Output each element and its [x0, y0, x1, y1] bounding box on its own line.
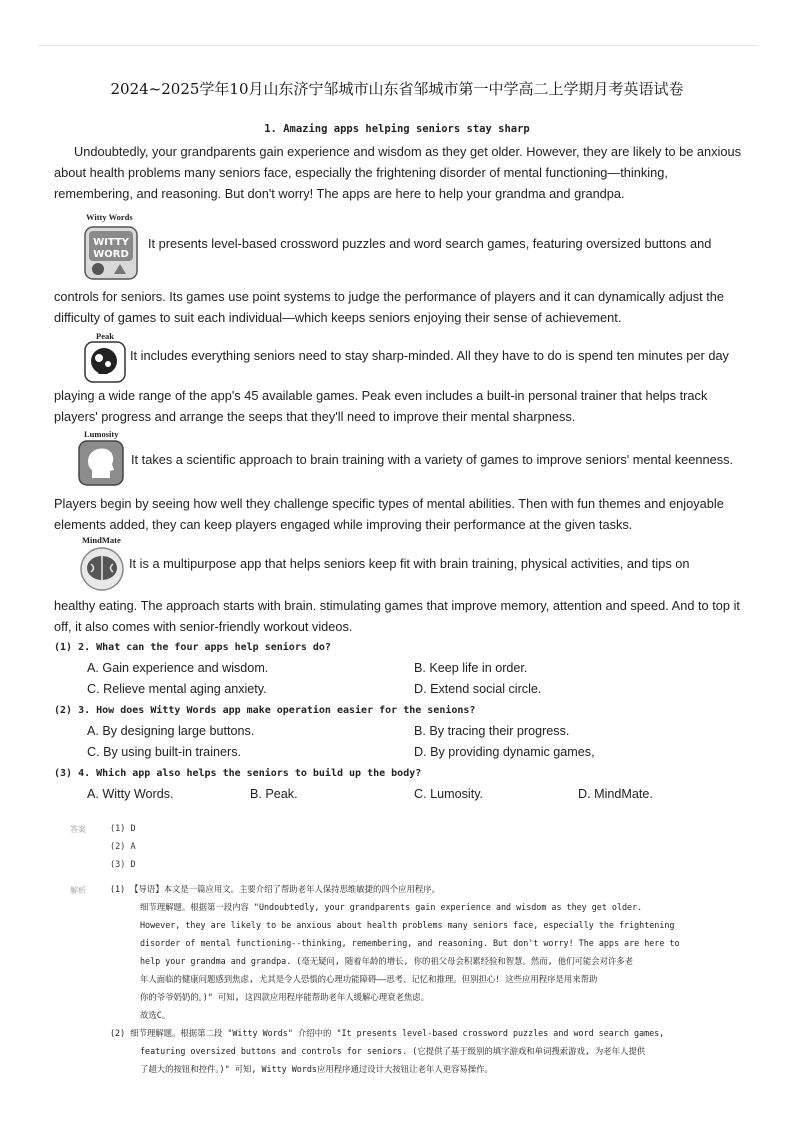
analysis-1-line: 故选C。 — [140, 1010, 171, 1020]
answer-2: (2) A — [110, 842, 136, 852]
app-label-witty-words: Witty Words — [86, 212, 133, 222]
question-3-stem: (3) 4. Which app also helps the seniors to build up the body? — [54, 768, 422, 779]
question-1-option-c[interactable]: C. Relieve mental aging anxiety. — [87, 682, 267, 696]
analysis-label: 解析 — [70, 886, 86, 895]
question-1-option-a[interactable]: A. Gain experience and wisdom. — [87, 661, 269, 675]
mindmate-brain-icon — [79, 546, 125, 596]
question-1-option-d[interactable]: D. Extend social circle. — [414, 682, 542, 696]
analysis-1-line: 年人面临的健康问题感到焦虑, 尤其是令人恐惧的心理功能障碍——思考、记忆和推理。但别担心! 这些应用程序是用来帮助 — [140, 974, 598, 984]
app-peak-desc: playing a wide range of the app's 45 available games. Peak even includes a built-in personal trainer that helps track players' progress and arrange the seeps that they'll need to improve their mental sharpness. — [54, 388, 708, 424]
analysis-2-head: (2) 细节理解题。根据第二段 "Witty Words" 介绍中的 "It presents level-based crossword puzzles and word search games, — [110, 1028, 665, 1038]
answer-1: (1) D — [110, 824, 136, 834]
question-title: 1. Amazing apps helping seniors stay sharp — [264, 123, 530, 135]
question-2-option-b[interactable]: B. By tracing their progress. — [414, 724, 570, 738]
app-mindmate-desc: healthy eating. The approach starts with brain. stimulating games that improve memory, attention and speed. And to top it off, it also comes with senior-friendly workout videos. — [54, 598, 740, 634]
analysis-1-line: 你的爷爷奶奶的。)" 可知, 这四款应用程序能帮助老年人缓解心理衰老焦虑。 — [140, 992, 430, 1002]
question-1-option-b[interactable]: B. Keep life in order. — [414, 661, 528, 675]
svg-text:WITTY: WITTY — [93, 237, 129, 248]
app-witty-words-line1: It presents level-based crossword puzzles and word search games, featuring oversized buttons and — [148, 236, 712, 251]
analysis-2-line: 了超大的按钮和控件。)" 可知, Witty Words应用程序通过设计大按钮让老年人更容易操作。 — [140, 1064, 493, 1074]
analysis-1-line: 细节理解题。根据第一段内容 "Undoubtedly, your grandparents gain experience and wisdom as they get older. — [140, 902, 643, 912]
app-label-mindmate: MindMate — [82, 535, 121, 545]
app-witty-words-desc: controls for seniors. Its games use point systems to judge the performance of players and it can dynamically adjust the difficulty of games to suit each individual—which keeps seniors enjoying their sense of achievement. — [54, 289, 725, 325]
app-lumosity-line1: It takes a scientific approach to brain training with a variety of games to improve seniors' mental keenness. — [131, 452, 734, 467]
question-1-stem: (1) 2. What can the four apps help seniors do? — [54, 642, 331, 653]
question-2-option-c[interactable]: C. By using built-in trainers. — [87, 745, 241, 759]
question-3-option-d[interactable]: D. MindMate. — [578, 787, 653, 801]
question-2-option-a[interactable]: A. By designing large buttons. — [87, 724, 255, 738]
header-rule — [38, 45, 758, 46]
lumosity-head-icon — [78, 440, 124, 490]
app-peak-line1: It includes everything seniors need to stay sharp-minded. All they have to do is spend ten minutes per day — [130, 348, 729, 363]
peak-brain-icon — [84, 341, 126, 387]
exam-title: 2024~2025学年10月山东济宁邹城市山东省邹城市第一中学高二上学期月考英语试卷 — [110, 80, 684, 98]
analysis-2-line: featuring oversized buttons and controls for seniors. (它提供了基于级别的填字游戏和单词搜索游戏, 为老年人提供 — [140, 1046, 646, 1056]
analysis-1-line: However, they are likely to be anxious about health problems many seniors face, especially the frightening — [140, 920, 675, 930]
analysis-1-line: disorder of mental functioning--thinking, remembering, and reasoning. But don't worry! The apps are here to — [140, 938, 680, 948]
question-3-option-c[interactable]: C. Lumosity. — [414, 787, 484, 801]
analysis-1-head: (1) 【导语】本文是一篇应用文。主要介绍了帮助老年人保持思维敏捷的四个应用程序。 — [110, 884, 441, 894]
question-2-option-d[interactable]: D. By providing dynamic games, — [414, 745, 595, 759]
answers-label: 答案 — [70, 825, 86, 834]
svg-text:WORD: WORD — [93, 249, 129, 260]
question-3-option-a[interactable]: A. Witty Words. — [87, 787, 174, 801]
app-mindmate-line1: It is a multipurpose app that helps seniors keep fit with brain training, physical activities, and tips on — [129, 556, 690, 571]
analysis-1-line: help your grandma and grandpa. (毫无疑问, 随着年龄的增长, 你的祖父母会积累经验和智慧。然而, 他们可能会对许多老 — [140, 956, 634, 966]
question-3-option-b[interactable]: B. Peak. — [250, 787, 298, 801]
answer-3: (3) D — [110, 860, 136, 870]
intro-paragraph: Undoubtedly, your grandparents gain experience and wisdom as they get older. However, they are likely to be anxious about health problems many seniors face, especially the frightening disorder of mental functioning—thinking, remembering, and reasoning. But don't worry! The apps are here to help your grandma and grandpa. — [54, 144, 742, 201]
app-label-lumosity: Lumosity — [84, 429, 119, 439]
witty-words-icon — [84, 226, 138, 284]
app-label-peak: Peak — [96, 331, 114, 341]
app-lumosity-desc: Players begin by seeing how well they challenge specific types of mental abilities. Then with fun themes and enjoyable elements added, they can keep players engaged while improving their performance at the given tasks. — [54, 496, 724, 532]
question-2-stem: (2) 3. How does Witty Words app make operation easier for the senions? — [54, 705, 476, 716]
